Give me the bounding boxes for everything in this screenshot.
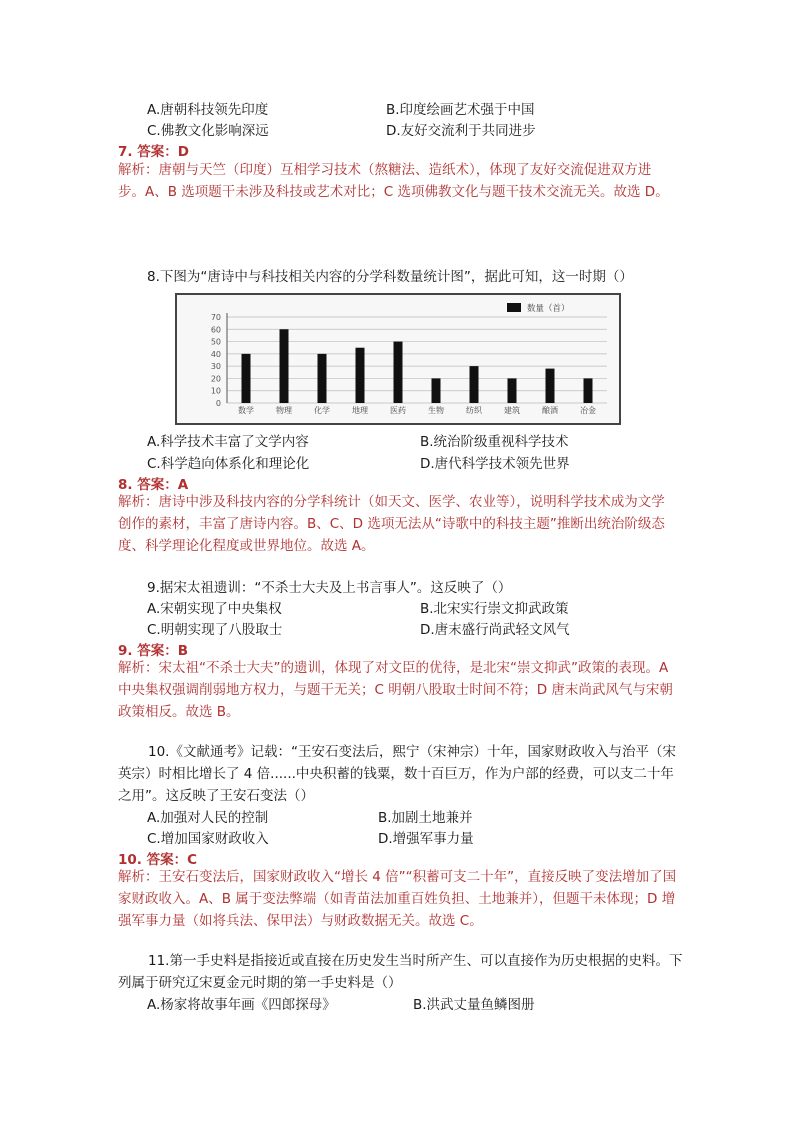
q10-option-c: C.增加国家财政收入 [147,831,269,847]
q8-option-d: D.唐代科学技术领先世界 [420,456,570,472]
bar [242,354,251,403]
x-tick-label: 物理 [276,406,292,415]
bar [432,378,441,403]
q9-stem: 9.据宋太祖遗训：“不杀士大夫及上书言事人”。这反映了（） [147,580,512,596]
q8-analysis: 解析：唐诗中涉及科技内容的分学科统计（如天文、医学、农业等），说明科学技术成为文学创作的素材，丰富了唐诗内容。B、C、D 选项无法从“诗歌中的科技主题”推断出统治阶级态度、科学理论化程度或世界地位。故选 A。 [118,494,665,554]
q10-analysis: 解析：王安石变法后，国家财政收入“增长 4 倍”“积蓄可支二十年”，直接反映了变法增加了国家财政收入。A、B 属于变法弊端（如青苗法加重百姓负担、土地兼并），但题干未体现；D 增强军事力量（如将兵法、保甲法）与财政数据无关。故选 C。 [118,869,677,929]
x-tick-label: 地理 [352,406,368,415]
y-tick-label: 0 [215,399,221,408]
q11-option-b: B.洪武丈量鱼鳞图册 [413,997,535,1013]
q7-option-a: A.唐朝科技领先印度 [147,102,269,118]
q7-option-c: C.佛教文化影响深远 [147,123,269,139]
y-tick-label: 50 [210,337,221,347]
q10-option-d: D.增强军事力量 [378,831,474,847]
bar [280,329,289,403]
y-tick-label: 10 [210,386,221,396]
x-tick-label: 数学 [238,406,254,415]
q9-analysis: 解析：宋太祖“不杀士大夫”的遗训，体现了对文臣的优待，是北宋“崇文抑武”政策的表现。A 中央集权强调削弱地方权力，与题干无关；C 明朝八股取士时间不符；D 唐末尚武风气与宋朝政策相反。故选 B。 [118,660,673,720]
q8-option-c: C.科学趋向体系化和理论化 [147,456,310,472]
q8-option-a: A.科学技术丰富了文学内容 [147,434,309,450]
q9-option-a: A.宋朝实现了中央集权 [147,601,282,617]
bar [508,378,517,403]
q11-option-a: A.杨家将故事年画《四郎探母》 [147,997,336,1013]
x-tick-label: 化学 [314,406,330,415]
q11-stem: 11.第一手史料是指接近或直接在历史发生当时所产生、可以直接作为历史根据的史料。下列属于研究辽宋夏金元时期的第一手史料是（） [118,953,683,991]
y-tick-label: 40 [210,349,221,359]
x-tick-label: 酿酒 [542,406,558,415]
legend-swatch [507,303,521,312]
bar [584,378,593,403]
q7-analysis: 解析：唐朝与天竺（印度）互相学习技术（熬糖法、造纸术），体现了友好交流促进双方进步。A、B 选项题干未涉及科技或艺术对比；C 选项佛教文化与题干技术交流无关。故选 D。 [118,162,669,200]
legend-label: 数量（首） [527,304,570,314]
q9-option-d: D.唐末盛行尚武轻文风气 [420,622,570,638]
q9-answer: 9. 答案：B [118,643,189,659]
y-tick-label: 30 [210,362,221,372]
q10-stem: 10.《文献通考》记载：“王安石变法后，熙宁（宋神宗）十年，国家财政收入与治平（宋英宗）时相比增长了 4 倍......中央积蓄的钱粟，数十百巨万，作为户部的经费，可以支二十年之用”。这反映了王安石变法（） [118,744,676,804]
q8-stem: 8.下图为“唐诗中与科技相关内容的分学科数量统计图”，据此可知，这一时期（） [147,269,633,285]
bar [318,354,327,403]
bar [394,342,403,403]
y-tick-label: 60 [210,325,221,335]
x-tick-label: 冶金 [580,406,596,415]
q7-answer: 7. 答案：D [118,144,189,160]
q9-option-b: B.北宋实行崇文抑武政策 [420,601,569,617]
chart-svg [177,295,619,423]
y-tick-label: 70 [210,313,221,322]
bar-chart [175,293,621,425]
q9-option-c: C.明朝实现了八股取士 [147,622,283,638]
q8-option-b: B.统治阶级重视科学技术 [420,434,569,450]
q8-answer: 8. 答案：A [118,477,189,493]
bar [356,348,365,403]
x-tick-label: 纺织 [466,406,482,415]
q10-answer: 10. 答案：C [118,852,198,868]
q7-option-d: D.友好交流利于共同进步 [386,123,536,139]
y-tick-label: 20 [210,374,221,384]
q7-option-b: B.印度绘画艺术强于中国 [386,102,535,118]
q10-option-a: A.加强对人民的控制 [147,810,269,826]
x-tick-label: 生物 [428,406,444,415]
x-tick-label: 建筑 [504,406,520,415]
bar [470,366,479,403]
x-tick-label: 医药 [390,406,406,415]
bar [546,369,555,403]
q10-option-b: B.加剧土地兼并 [378,810,473,826]
